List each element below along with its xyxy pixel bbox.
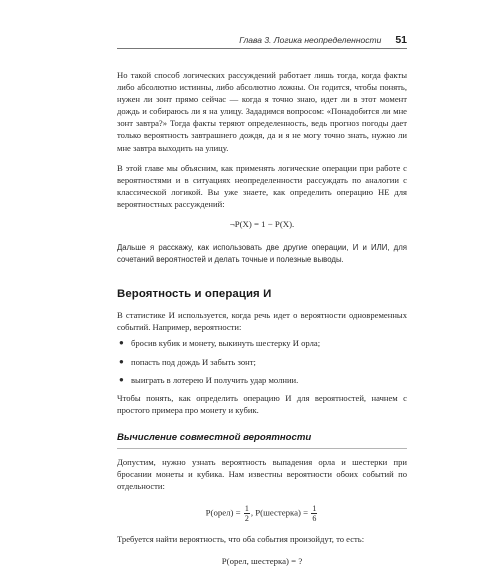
paragraph-7: Требуется найти вероятность, что оба события произойдут, то есть: xyxy=(117,534,365,545)
fraction-numerator: 1 xyxy=(312,504,317,514)
bullet-icon: ● xyxy=(119,338,124,348)
bullet-icon: ● xyxy=(119,356,124,366)
list-item xyxy=(117,356,407,368)
formula-joint-probability: P(орел, шестерка) = ? xyxy=(221,556,303,567)
list-item-text: попасть под дождь И забыть зонт; xyxy=(131,356,256,367)
list-item-text: выиграть в лотерею И получить удар молнии. xyxy=(131,374,299,385)
chapter-title: Глава 3. Логика неопределенности xyxy=(239,35,382,45)
list-item xyxy=(117,337,407,349)
paragraph-4: В статистике И используется, когда речь идет о вероятности одновременных событий. Например, вероятности: xyxy=(117,310,407,333)
paragraph-2: В этой главе мы объясним, как применять логические операции при работе с вероятностями и в ситуациях неопределенности рассуждать по аналогии с классической логикой. Вы уже знаете, как определить операцию НЕ для вероятностных рассуждений: xyxy=(117,162,407,209)
paragraph-3: Дальше я расскажу, как использовать две другие операции, И и ИЛИ, для сочетаний вероятностей и делать точные и полезные выводы. xyxy=(117,243,407,265)
formula-not: ¬P(X) = 1 − P(X). xyxy=(229,219,295,230)
page-number: 51 xyxy=(395,34,407,46)
fraction-denominator: 6 xyxy=(312,514,317,524)
fraction-one-half xyxy=(244,504,250,523)
formula-six-prefix: , P(шестерка) = xyxy=(250,507,309,518)
section-heading: Вероятность и операция И xyxy=(117,288,272,301)
list-item-text: бросив кубик и монету, выкинуть шестерку И орла; xyxy=(131,338,321,349)
paragraph-6: Допустим, нужно узнать вероятность выпадения орла и шестерки при бросании монеты и кубика. Нам известны вероятности обоих событий по отдельности: xyxy=(117,456,407,492)
fraction-denominator: 2 xyxy=(244,514,249,524)
header-rule xyxy=(117,48,407,49)
bullet-list xyxy=(117,337,407,385)
page-body xyxy=(117,69,407,567)
paragraph-5: Чтобы понять, как определить операцию И для вероятностей, начнем с простого примера про монету и кубик. xyxy=(117,392,407,415)
paragraph-1: Но такой способ логических рассуждений работает лишь тогда, когда факты либо абсолютно истинны, либо абсолютно ложны. Он годится, чтобы понять, нужен ли зонт прямо сейчас — когда я точно знаю, идет ли в этот момент дождь и собираюсь ли я на улицу. Зададимся вопросом: «Понадобится ли мне зонт завтра?» Тогда факты теряют определенность, ведь прогноз погоды дает только вероятность завтрашнего дождя, да и я не могу точно знать, нужно ли мне завтра выходить на улицу. xyxy=(117,70,407,153)
fraction-numerator: 1 xyxy=(244,504,249,514)
list-item xyxy=(117,374,407,386)
bullet-icon: ● xyxy=(119,374,124,384)
formula-individual-probabilities xyxy=(117,504,407,523)
running-header xyxy=(117,31,407,47)
formula-eagle-prefix: P(орел) = xyxy=(205,507,241,518)
subsection-heading: Вычисление совместной вероятности xyxy=(117,432,407,449)
fraction-one-sixth xyxy=(311,504,317,523)
